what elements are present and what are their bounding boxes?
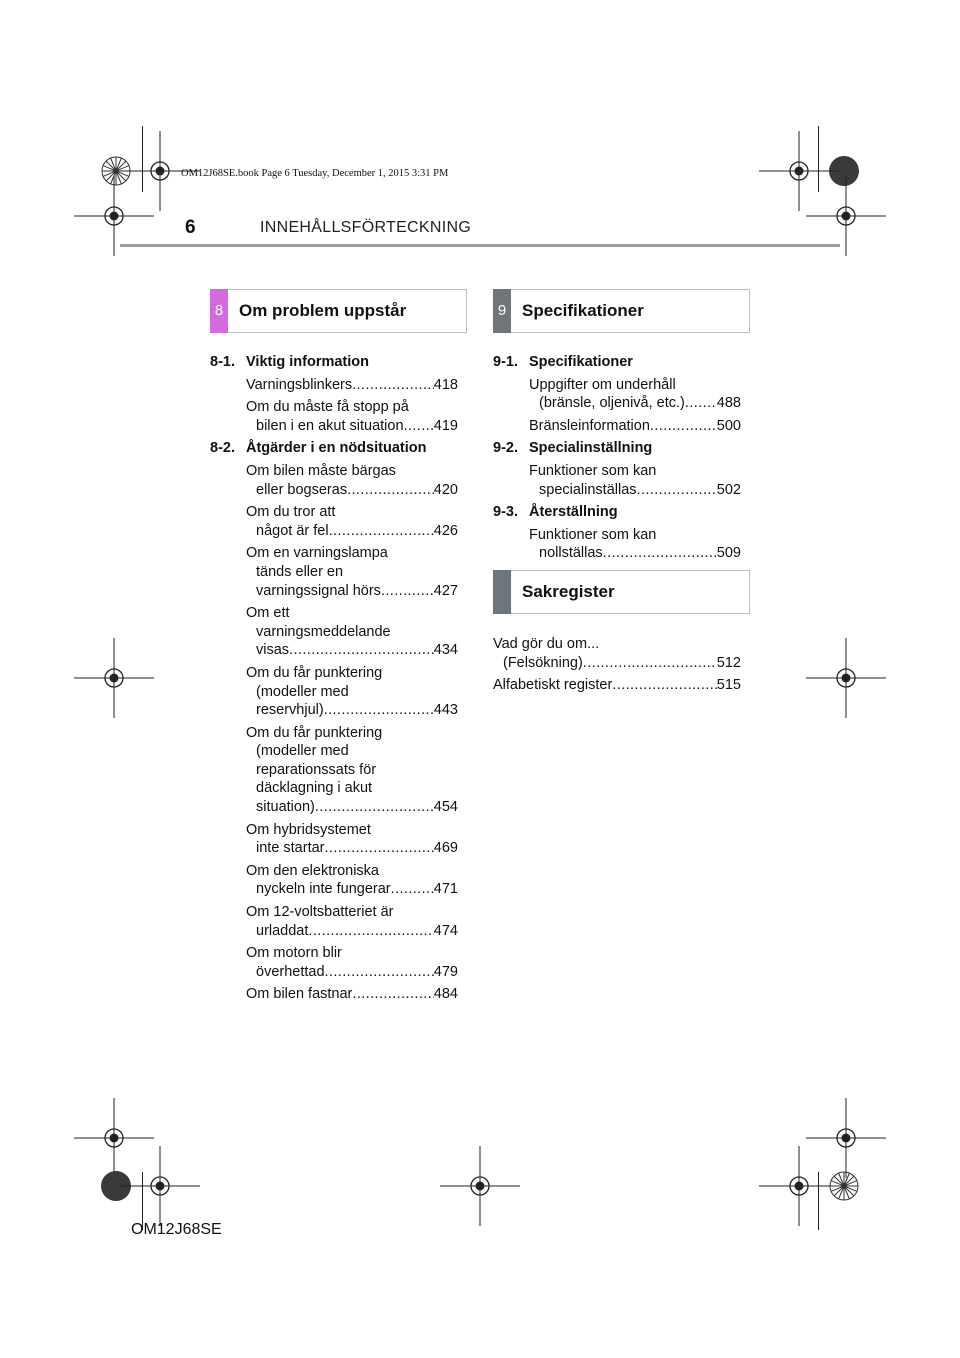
toc-entry-text: situation) xyxy=(256,799,315,816)
registration-mark-icon xyxy=(759,1146,839,1226)
dot-leader xyxy=(583,654,717,673)
section-8-title: Om problem uppstår xyxy=(239,301,407,320)
toc-page-number: 500 xyxy=(716,417,741,434)
toc-entry-text: Funktioner som kan xyxy=(529,526,657,543)
dot-leader xyxy=(603,544,717,563)
toc-entry[interactable] xyxy=(210,376,458,395)
toc-entry[interactable] xyxy=(210,985,458,1004)
toc-entry[interactable] xyxy=(210,724,458,817)
subsection-number: 9-3. xyxy=(493,504,518,521)
section-9-toc xyxy=(493,349,741,563)
toc-entry-text: Om du får punktering xyxy=(246,664,383,681)
dot-leader xyxy=(308,922,433,941)
subsection-title: Återställning xyxy=(529,504,618,521)
toc-entry[interactable] xyxy=(493,676,741,695)
dot-leader xyxy=(325,963,434,982)
toc-entry[interactable] xyxy=(493,417,741,436)
crop-line xyxy=(142,126,143,192)
toc-entry-text: Vad gör du om... xyxy=(493,636,600,652)
toc-page-number: 427 xyxy=(433,582,458,599)
toc-entry-text: Om bilen måste bärgas xyxy=(246,462,396,479)
toc-page-number: 471 xyxy=(433,881,458,898)
dot-leader xyxy=(289,641,434,660)
toc-subsection-heading[interactable] xyxy=(210,353,458,372)
dot-leader xyxy=(325,839,434,858)
toc-entry-text: Om du måste få stopp på xyxy=(246,399,409,416)
toc-entry[interactable] xyxy=(210,821,458,858)
dot-leader xyxy=(352,985,433,1004)
subsection-title: Specifikationer xyxy=(529,354,633,370)
sunburst-mark-icon xyxy=(829,1171,859,1201)
toc-entry[interactable] xyxy=(210,544,458,600)
crop-line xyxy=(818,1172,819,1230)
toc-entry-text: Om ett xyxy=(246,605,290,622)
toc-entry[interactable] xyxy=(210,944,458,981)
subsection-number: 8-1. xyxy=(210,354,235,370)
dot-leader xyxy=(329,522,434,541)
toc-entry[interactable] xyxy=(210,903,458,940)
sakregister-title: Sakregister xyxy=(522,582,615,601)
toc-subsection-heading[interactable] xyxy=(210,439,458,458)
dot-leader xyxy=(352,376,434,395)
toc-entry-text: Om du får punktering xyxy=(246,724,383,741)
toc-page-number: 420 xyxy=(433,481,458,498)
book-info-line: OM12J68SE.book Page 6 Tuesday, December 1, 2015 3:31 PM xyxy=(181,168,449,179)
subsection-number: 9-1. xyxy=(493,354,518,370)
toc-entry-text: Om 12-voltsbatteriet är xyxy=(246,904,394,921)
toc-page-number: 419 xyxy=(433,417,458,434)
toc-entry-text: Bränsleinformation xyxy=(529,417,650,434)
toc-entry-text: (modeller med xyxy=(256,683,349,700)
toc-page-number: 488 xyxy=(716,395,741,412)
subsection-title: Specialinställning xyxy=(529,440,653,457)
toc-page-number: 443 xyxy=(433,702,458,719)
toc-entry-text: Om den elektroniska xyxy=(246,862,379,879)
toc-entry-text: Alfabetiskt register xyxy=(493,677,613,694)
crop-line xyxy=(818,126,819,192)
dot-leader xyxy=(650,417,717,436)
section-9-tab: 9 xyxy=(493,289,511,333)
sakregister-tab xyxy=(493,570,511,614)
toc-entry-text: Varningsblinkers xyxy=(246,376,353,393)
dot-leader xyxy=(391,880,434,899)
toc-entry-text: varningssignal hörs xyxy=(256,582,381,599)
toc-page-number: 454 xyxy=(433,799,458,816)
toc-entry-text: något är fel xyxy=(256,522,329,539)
toc-page-number: 509 xyxy=(716,545,741,562)
section-8-header xyxy=(210,289,467,333)
toc-entry-text: överhettad xyxy=(256,963,325,980)
toc-entry-text: nollställas xyxy=(539,545,603,562)
toc-entry[interactable] xyxy=(493,376,741,413)
section-9-title: Specifikationer xyxy=(522,301,644,320)
toc-entry[interactable] xyxy=(210,862,458,899)
toc-subsection-heading[interactable] xyxy=(493,503,741,522)
toc-subsection-heading[interactable] xyxy=(493,353,741,372)
subsection-title: Viktig information xyxy=(246,354,369,370)
toc-page-number: 479 xyxy=(433,963,458,980)
toc-page-number: 434 xyxy=(433,642,458,659)
toc-entry[interactable] xyxy=(210,604,458,660)
footer-code: OM12J68SE xyxy=(131,1221,222,1238)
toc-entry[interactable] xyxy=(210,503,458,540)
toc-page-number: 502 xyxy=(716,481,741,498)
registration-mark-icon xyxy=(806,638,886,718)
toc-entry-text: Om hybridsystemet xyxy=(246,821,371,838)
toc-entry-text: visas xyxy=(256,642,290,659)
toc-entry-text: nyckeln inte fungerar xyxy=(256,881,391,898)
toc-entry-text: (Felsökning) xyxy=(503,654,583,671)
toc-subsection-heading[interactable] xyxy=(493,439,741,458)
toc-page-number: 512 xyxy=(716,654,741,671)
toc-entry[interactable] xyxy=(493,635,741,672)
section-8-tab: 8 xyxy=(210,289,228,333)
toc-entry-text: Om du tror att xyxy=(246,504,336,521)
toc-entry-text: Uppgifter om underhåll xyxy=(529,376,676,393)
toc-page-number: 515 xyxy=(716,677,741,694)
sakregister-header xyxy=(493,570,750,614)
toc-entry-text: bilen i en akut situation xyxy=(256,417,404,434)
toc-entry-text: reservhjul) xyxy=(256,702,324,719)
toc-entry-text: tänds eller en xyxy=(256,563,344,580)
toc-page-number: 474 xyxy=(433,922,458,939)
sakregister-toc xyxy=(493,631,741,695)
toc-entry-text: Om motorn blir xyxy=(246,945,342,962)
toc-page-number: 426 xyxy=(433,522,458,539)
toc-entry[interactable] xyxy=(210,398,458,435)
dot-leader xyxy=(637,481,717,500)
subsection-title: Åtgärder i en nödsituation xyxy=(246,440,427,457)
toc-page-number: 469 xyxy=(433,840,458,857)
dot-leader xyxy=(612,676,717,695)
toc-entry-text: Funktioner som kan xyxy=(529,462,657,479)
toc-entry[interactable] xyxy=(493,526,741,563)
subsection-number: 9-2. xyxy=(493,440,518,457)
dot-leader xyxy=(685,394,717,413)
registration-mark-icon xyxy=(120,1146,200,1226)
toc-entry-text: Om bilen fastnar xyxy=(246,986,353,1003)
registration-mark-icon xyxy=(74,638,154,718)
toc-entry-text: specialinställas xyxy=(539,481,637,498)
dot-leader xyxy=(404,417,434,436)
toc-entry-text: (bränsle, oljenivå, etc.) xyxy=(539,395,685,412)
dot-leader xyxy=(347,481,434,500)
toc-entry-text: däcklagning i akut xyxy=(256,780,373,797)
toc-page-number: 484 xyxy=(433,986,458,1003)
toc-entry[interactable] xyxy=(210,664,458,720)
toc-page-number: 418 xyxy=(433,376,458,393)
dot-leader xyxy=(381,582,434,601)
section-9-header xyxy=(493,289,750,333)
toc-entry-text: varningsmeddelande xyxy=(256,623,391,640)
toc-entry-text: urladdat xyxy=(256,922,309,939)
toc-entry-text: inte startar xyxy=(256,840,325,857)
toc-entry-text: Om en varningslampa xyxy=(246,545,388,562)
subsection-number: 8-2. xyxy=(210,440,235,457)
running-title: INNEHÅLLSFÖRTECKNING xyxy=(260,219,472,236)
section-8-toc xyxy=(210,349,458,1004)
toc-entry-text: reparationssats för xyxy=(256,761,377,778)
toc-entry-text: (modeller med xyxy=(256,743,349,760)
registration-mark-icon xyxy=(440,1146,520,1226)
toc-entry-text: eller bogseras xyxy=(256,481,348,498)
toc-entry[interactable] xyxy=(210,462,458,499)
page-number: 6 xyxy=(185,217,196,238)
dot-leader xyxy=(315,798,434,817)
dot-leader xyxy=(324,701,434,720)
toc-entry[interactable] xyxy=(493,462,741,499)
header-rule xyxy=(120,244,840,247)
